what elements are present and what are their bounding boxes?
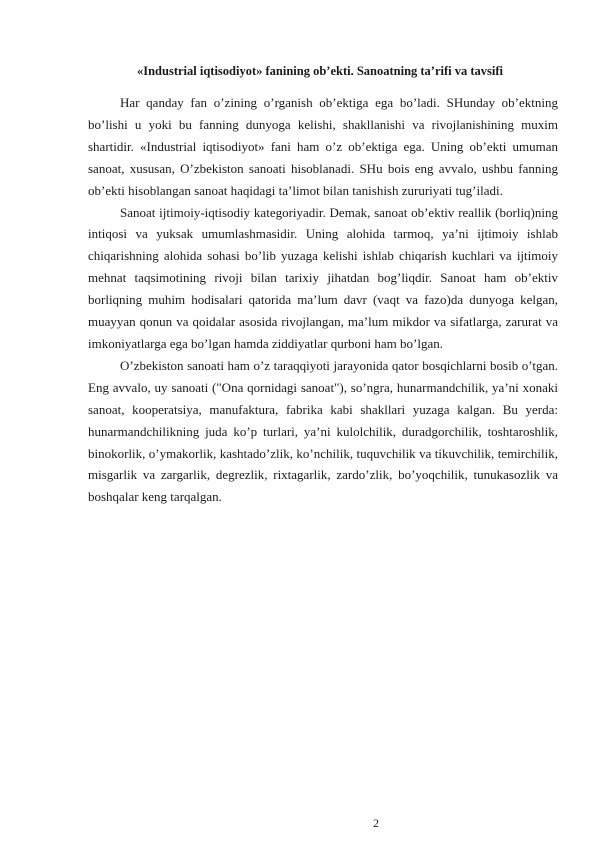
- page-number: 2: [373, 816, 379, 830]
- page-title: «Industrial iqtisodiyot» fanining ob’ekti. Sanoatning ta’rifi va tavsifi: [136, 64, 504, 78]
- paragraph: Sanoat ijtimoiy-iqtisodiy kategoriyadir. Demak, sanoat ob’ektiv reallik (borliq)ning intiqosi va yuksak umumlashmasidir. Uning alohida tarmoq, ya’ni ijtimoiy ishlab chiqarishning alohida sohasi bo’lib yuzaga kelishi ishlab chiqarish kuchlari va ijtimoiy mehnat taqsimotining rivoji bilan tarixiy jihatdan bog’liqdir. Sanoat ham ob’ektiv borliqning muhim hodisalari qatorida ma’lum davr (vaqt va fazo)da dunyoga kelgan, muayyan qonun va qoidalar asosida rivojlangan, ma’lum mikdor va sifatlarga, zarurat va imkoniyatlarga ega bo’lgan hamda ziddiyatlar qurboni ham bo’lgan.: [88, 204, 558, 351]
- paragraph: Har qanday fan o’zining o’rganish ob’ektiga ega bo’ladi. SHunday ob’ektning bo’lishi u yoki bu fanning dunyoga kelishi, shakllanishi va rivojlanishining muxim shartidir. «Industrial iqtisodiyot» fani ham o’z ob’ektiga ega. Uning ob’ekti umuman sanoat, xususan, O’zbekiston sanoati hisoblanadi. SHu bois eng avvalo, ushbu fanning ob’ekti hisoblangan sanoat haqidagi ta’limot bilan tanishish zururiyati tug’iladi.: [88, 95, 558, 198]
- paragraph: O’zbekiston sanoati ham o’z taraqqiyoti jarayonida qator bosqichlarni bosib o’tgan. Eng avvalo, uy sanoati ("Ona qornidagi sanoat"), so’ngra, hunarmandchilik, ya’ni xonaki sanoat, kooperatsiya, manufaktura, fabrika kabi shakllari yuzaga kalgan. Bu yerda: hunarmandchilikning juda ko’p turlari, ya’ni kulolchilik, duradgorchilik, toshtaroshlik, binokorlik, o’ymakorlik, kashtado’zlik, ko’nchilik, tuquvchilik va tikuvchilik, temirchilik, misgarlik va zargarlik, degrezlik, rixtagarlik, zardo’zlik, bo’yoqchilik, tunukasozlik va boshqalar keng tarqalgan.: [88, 357, 558, 505]
- body-text: [88, 92, 558, 508]
